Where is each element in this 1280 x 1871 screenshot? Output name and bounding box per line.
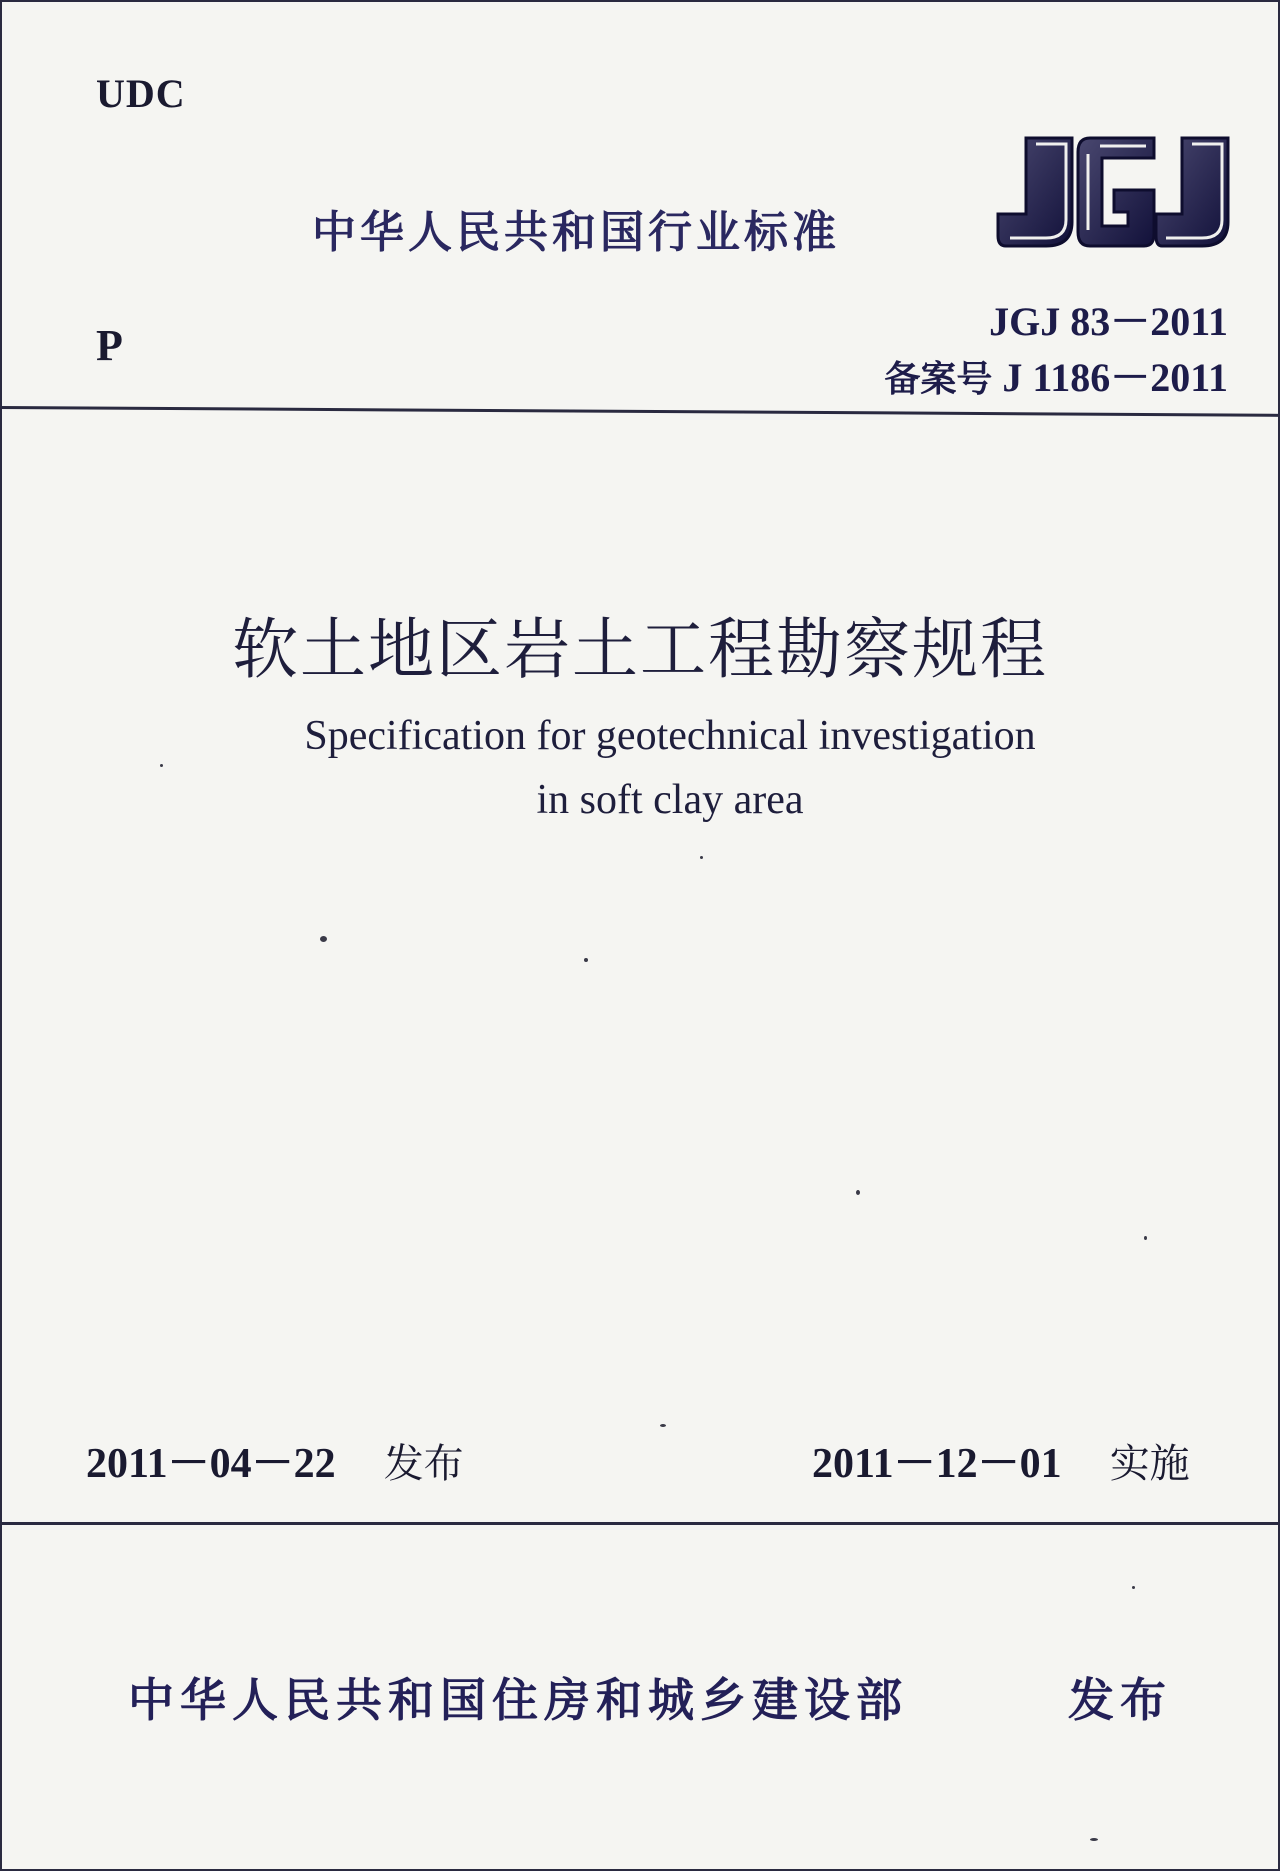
publish-date-row <box>86 1430 464 1490</box>
issuing-authority: 中华人民共和国住房和城乡建设部 <box>128 1673 908 1727</box>
title-english-line2: in soft clay area <box>536 777 804 823</box>
title-english <box>0 704 1280 832</box>
publish-date: 2011－04－22 <box>86 1441 336 1487</box>
udc-label: UDC <box>96 71 186 116</box>
print-speck <box>700 856 703 859</box>
classification-code: P <box>96 321 123 370</box>
print-speck <box>660 1424 666 1427</box>
record-number <box>884 346 1228 403</box>
publish-label: 发布 <box>383 1441 464 1487</box>
print-speck <box>1090 1838 1098 1841</box>
effective-date-row <box>812 1430 1190 1490</box>
standard-number: JGJ 83－2011 <box>989 299 1228 344</box>
top-border <box>0 0 1280 2</box>
footer-divider <box>0 1522 1280 1525</box>
title-english-line1: Specification for geotechnical investigation <box>304 713 1036 759</box>
left-border <box>0 0 2 1871</box>
record-number-value: J 1186－2011 <box>1002 355 1228 400</box>
issuing-action: 发布 <box>1068 1673 1172 1727</box>
industry-standard-heading: 中华人民共和国行业标准 <box>312 207 840 258</box>
title-chinese: 软土地区岩土工程勘察规程 <box>232 611 1048 688</box>
record-label: 备案号 <box>884 359 993 400</box>
logo-letter-j1 <box>998 138 1072 246</box>
print-speck <box>584 958 588 962</box>
effective-date: 2011－12－01 <box>812 1441 1062 1487</box>
print-speck <box>1144 1236 1147 1240</box>
print-speck <box>160 764 163 767</box>
print-speck <box>856 1190 860 1195</box>
logo-letter-j2 <box>1156 138 1228 246</box>
jgj-logo <box>996 130 1232 254</box>
header-divider <box>0 406 1280 417</box>
print-speck <box>320 936 327 942</box>
print-speck <box>1132 1586 1135 1589</box>
effective-label: 实施 <box>1109 1441 1190 1487</box>
